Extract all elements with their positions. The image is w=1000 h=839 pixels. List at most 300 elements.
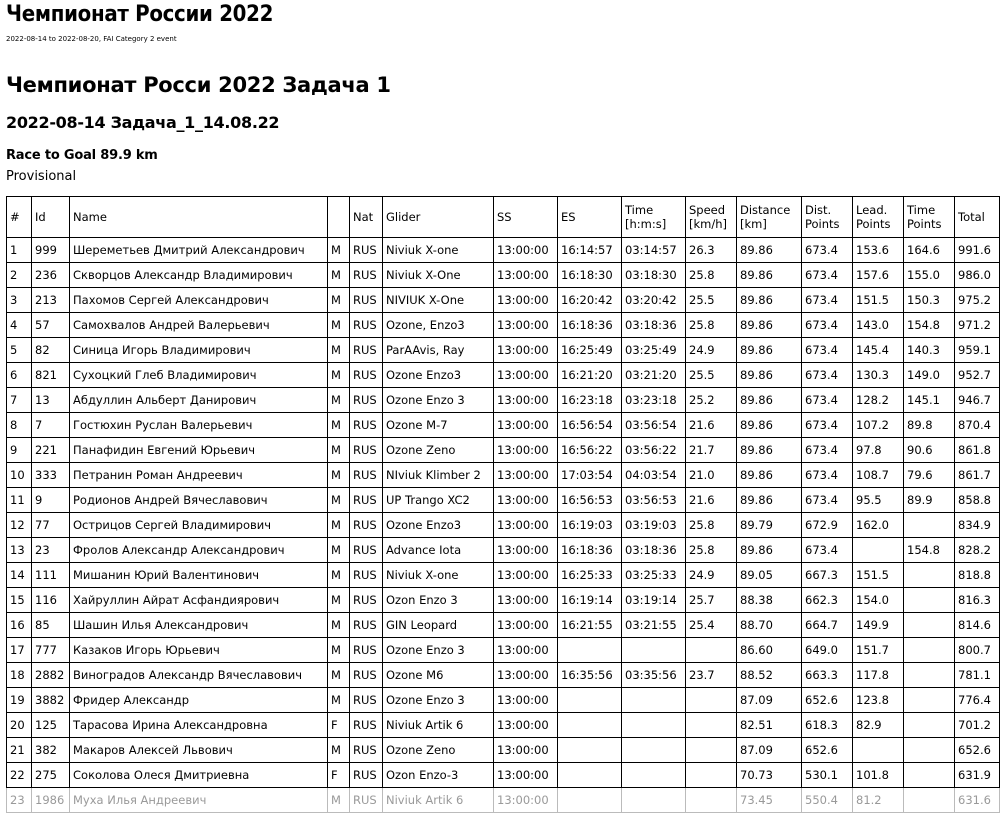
cell-end-time: 17:03:54 [558,463,622,488]
cell-sex: M [328,413,350,438]
cell-distance: 82.51 [737,713,802,738]
cell-total-points: 991.6 [955,238,1000,263]
cell-leading-points: 97.8 [853,438,904,463]
cell-leading-points: 108.7 [853,463,904,488]
cell-nationality: RUS [350,313,383,338]
cell-pilot-name: Острицов Сергей Владимирович [70,513,328,538]
cell-start-time: 13:00:00 [494,763,558,788]
cell-rank: 22 [7,763,32,788]
cell-rank: 1 [7,238,32,263]
cell-sex: M [328,438,350,463]
col-rank: # [7,197,32,238]
cell-start-time: 13:00:00 [494,538,558,563]
cell-speed: 26.3 [686,238,737,263]
cell-speed [686,763,737,788]
task-date-name: 2022-08-14 Задача_1_14.08.22 [6,113,280,132]
cell-sex: M [328,238,350,263]
table-row [7,363,1000,388]
col-name: Name [70,197,328,238]
cell-total-points: 652.6 [955,738,1000,763]
cell-pilot-name: Шашин Илья Александрович [70,613,328,638]
cell-total-points: 816.3 [955,588,1000,613]
cell-sex: M [328,638,350,663]
cell-end-time: 16:14:57 [558,238,622,263]
cell-sex: M [328,613,350,638]
cell-pilot-id: 116 [32,588,70,613]
cell-flight-time: 03:14:57 [622,238,686,263]
cell-pilot-name: Панафидин Евгений Юрьевич [70,438,328,463]
cell-sex: M [328,538,350,563]
cell-distance-points: 673.4 [802,313,853,338]
cell-speed: 24.9 [686,338,737,363]
cell-distance: 89.86 [737,263,802,288]
cell-speed: 21.6 [686,488,737,513]
col-time-line1: Time [625,203,654,217]
cell-distance: 89.86 [737,388,802,413]
cell-speed: 21.0 [686,463,737,488]
cell-pilot-id: 275 [32,763,70,788]
cell-sex: M [328,563,350,588]
cell-total-points: 861.7 [955,463,1000,488]
cell-rank: 5 [7,338,32,363]
cell-pilot-id: 77 [32,513,70,538]
cell-total-points: 858.8 [955,488,1000,513]
cell-flight-time [622,763,686,788]
cell-pilot-name: Фридер Александр [70,688,328,713]
cell-flight-time [622,788,686,813]
cell-nationality: RUS [350,788,383,813]
cell-total-points: 959.1 [955,338,1000,363]
cell-distance: 88.38 [737,588,802,613]
cell-total-points: 776.4 [955,688,1000,713]
cell-leading-points [853,738,904,763]
cell-distance-points: 673.4 [802,438,853,463]
cell-total-points: 701.2 [955,713,1000,738]
cell-flight-time: 03:20:42 [622,288,686,313]
cell-rank: 10 [7,463,32,488]
cell-pilot-id: 236 [32,263,70,288]
cell-leading-points: 81.2 [853,788,904,813]
cell-rank: 3 [7,288,32,313]
cell-start-time: 13:00:00 [494,588,558,613]
cell-end-time: 16:18:30 [558,263,622,288]
cell-glider: Ozone Enzo3 [383,363,494,388]
cell-speed [686,713,737,738]
cell-end-time [558,688,622,713]
table-row [7,563,1000,588]
cell-flight-time: 03:18:30 [622,263,686,288]
cell-distance: 89.05 [737,563,802,588]
cell-glider: NIviuk Klimber 2 [383,463,494,488]
table-row [7,388,1000,413]
cell-time-points [904,613,955,638]
table-row [7,238,1000,263]
cell-nationality: RUS [350,263,383,288]
cell-distance: 70.73 [737,763,802,788]
cell-sex: F [328,713,350,738]
cell-total-points: 631.9 [955,763,1000,788]
cell-time-points [904,738,955,763]
cell-distance: 89.86 [737,488,802,513]
cell-start-time: 13:00:00 [494,663,558,688]
cell-speed: 25.8 [686,538,737,563]
cell-time-points [904,588,955,613]
cell-speed: 21.7 [686,438,737,463]
col-time-points-line2: Points [907,217,942,231]
cell-pilot-name: Хайруллин Айрат Асфандиярович [70,588,328,613]
cell-pilot-id: 821 [32,363,70,388]
cell-pilot-id: 1986 [32,788,70,813]
cell-glider: NIVIUK X-One [383,288,494,313]
cell-speed: 21.6 [686,413,737,438]
cell-flight-time [622,688,686,713]
cell-start-time: 13:00:00 [494,263,558,288]
cell-time-points: 154.8 [904,538,955,563]
cell-end-time: 16:56:53 [558,488,622,513]
cell-pilot-name: Муха Илья Андреевич [70,788,328,813]
cell-leading-points: 107.2 [853,413,904,438]
cell-rank: 17 [7,638,32,663]
cell-glider: Niviuk Artik 6 [383,713,494,738]
cell-sex: M [328,338,350,363]
cell-pilot-id: 23 [32,538,70,563]
cell-nationality: RUS [350,713,383,738]
cell-start-time: 13:00:00 [494,488,558,513]
cell-flight-time: 03:56:22 [622,438,686,463]
cell-glider: Ozone, Enzo3 [383,313,494,338]
cell-total-points: 870.4 [955,413,1000,438]
cell-nationality: RUS [350,438,383,463]
cell-pilot-id: 9 [32,488,70,513]
cell-leading-points: 153.6 [853,238,904,263]
cell-distance: 88.70 [737,613,802,638]
results-table [6,196,1000,813]
cell-pilot-id: 7 [32,413,70,438]
task-type: Race to Goal 89.9 km [6,148,158,163]
cell-distance: 88.52 [737,663,802,688]
cell-nationality: RUS [350,363,383,388]
cell-rank: 9 [7,438,32,463]
cell-start-time: 13:00:00 [494,613,558,638]
cell-time-points: 145.1 [904,388,955,413]
cell-distance-points: 652.6 [802,688,853,713]
cell-leading-points: 151.5 [853,288,904,313]
cell-nationality: RUS [350,563,383,588]
table-row [7,663,1000,688]
cell-total-points: 986.0 [955,263,1000,288]
cell-pilot-name: Казаков Игорь Юрьевич [70,638,328,663]
cell-flight-time [622,638,686,663]
col-nat: Nat [350,197,383,238]
cell-distance: 86.60 [737,638,802,663]
cell-time-points [904,788,955,813]
cell-start-time: 13:00:00 [494,788,558,813]
cell-glider: ParAAvis, Ray [383,338,494,363]
cell-sex: M [328,288,350,313]
cell-start-time: 13:00:00 [494,738,558,763]
cell-leading-points: 154.0 [853,588,904,613]
cell-glider: Ozone M6 [383,663,494,688]
cell-end-time [558,763,622,788]
cell-pilot-name: Гостюхин Руслан Валерьевич [70,413,328,438]
cell-distance-points: 673.4 [802,238,853,263]
cell-rank: 15 [7,588,32,613]
table-row [7,463,1000,488]
cell-pilot-id: 999 [32,238,70,263]
cell-distance-points: 530.1 [802,763,853,788]
results-body [7,238,1000,813]
cell-rank: 19 [7,688,32,713]
cell-speed: 25.4 [686,613,737,638]
cell-sex: M [328,588,350,613]
cell-time-points [904,713,955,738]
cell-flight-time: 03:56:53 [622,488,686,513]
cell-pilot-name: Виноградов Александр Вячеславович [70,663,328,688]
cell-distance-points: 664.7 [802,613,853,638]
cell-glider: Niviuk Artik 6 [383,788,494,813]
cell-total-points: 828.2 [955,538,1000,563]
cell-time-points: 150.3 [904,288,955,313]
cell-sex: M [328,363,350,388]
cell-nationality: RUS [350,738,383,763]
cell-end-time: 16:25:49 [558,338,622,363]
cell-distance: 89.86 [737,438,802,463]
cell-distance-points: 550.4 [802,788,853,813]
cell-pilot-name: Абдуллин Альберт Данирович [70,388,328,413]
cell-leading-points: 101.8 [853,763,904,788]
cell-glider: Niviuk X-One [383,263,494,288]
cell-flight-time: 03:23:18 [622,388,686,413]
cell-start-time: 13:00:00 [494,388,558,413]
cell-total-points: 818.8 [955,563,1000,588]
cell-nationality: RUS [350,488,383,513]
cell-glider: Ozone M-7 [383,413,494,438]
col-time [622,197,686,238]
table-row [7,688,1000,713]
cell-distance-points: 667.3 [802,563,853,588]
cell-start-time: 13:00:00 [494,363,558,388]
cell-leading-points: 117.8 [853,663,904,688]
cell-distance-points: 673.4 [802,338,853,363]
cell-time-points: 89.8 [904,413,955,438]
cell-distance: 89.86 [737,313,802,338]
cell-end-time [558,788,622,813]
cell-sex: M [328,388,350,413]
table-row [7,713,1000,738]
cell-time-points: 149.0 [904,363,955,388]
cell-flight-time: 03:35:56 [622,663,686,688]
cell-total-points: 781.1 [955,663,1000,688]
cell-end-time [558,638,622,663]
cell-start-time: 13:00:00 [494,313,558,338]
cell-rank: 7 [7,388,32,413]
cell-rank: 6 [7,363,32,388]
cell-end-time: 16:21:20 [558,363,622,388]
cell-distance: 89.86 [737,338,802,363]
table-row [7,788,1000,813]
cell-rank: 16 [7,613,32,638]
cell-distance-points: 673.4 [802,388,853,413]
col-ss: SS [494,197,558,238]
cell-pilot-name: Мишанин Юрий Валентинович [70,563,328,588]
cell-glider: Ozone Enzo3 [383,513,494,538]
cell-end-time [558,713,622,738]
cell-distance-points: 663.3 [802,663,853,688]
cell-distance-points: 673.4 [802,538,853,563]
cell-nationality: RUS [350,638,383,663]
cell-pilot-name: Синица Игорь Владимирович [70,338,328,363]
cell-flight-time: 03:21:20 [622,363,686,388]
cell-rank: 23 [7,788,32,813]
cell-distance: 89.86 [737,288,802,313]
cell-speed: 24.9 [686,563,737,588]
cell-total-points: 952.7 [955,363,1000,388]
cell-distance-points: 649.0 [802,638,853,663]
cell-start-time: 13:00:00 [494,338,558,363]
cell-sex: M [328,313,350,338]
cell-leading-points: 130.3 [853,363,904,388]
cell-rank: 4 [7,313,32,338]
cell-leading-points: 162.0 [853,513,904,538]
cell-time-points: 155.0 [904,263,955,288]
cell-nationality: RUS [350,613,383,638]
header-row [7,197,1000,238]
cell-rank: 8 [7,413,32,438]
cell-end-time: 16:20:42 [558,288,622,313]
cell-time-points [904,663,955,688]
cell-glider: Ozon Enzo-3 [383,763,494,788]
cell-end-time: 16:56:22 [558,438,622,463]
col-lead-points-line1: Lead. [856,203,888,217]
cell-start-time: 13:00:00 [494,713,558,738]
cell-speed: 25.5 [686,288,737,313]
cell-leading-points: 143.0 [853,313,904,338]
cell-glider: Ozone Enzo 3 [383,638,494,663]
cell-distance: 73.45 [737,788,802,813]
cell-nationality: RUS [350,413,383,438]
col-dist-points [802,197,853,238]
cell-leading-points: 95.5 [853,488,904,513]
cell-time-points [904,763,955,788]
col-glider: Glider [383,197,494,238]
cell-glider: Ozone Zeno [383,738,494,763]
cell-total-points: 800.7 [955,638,1000,663]
cell-nationality: RUS [350,763,383,788]
cell-total-points: 971.2 [955,313,1000,338]
table-row [7,413,1000,438]
cell-sex: M [328,513,350,538]
cell-time-points: 154.8 [904,313,955,338]
cell-distance-points: 618.3 [802,713,853,738]
cell-distance-points: 673.4 [802,413,853,438]
cell-pilot-id: 85 [32,613,70,638]
cell-rank: 21 [7,738,32,763]
cell-end-time: 16:25:33 [558,563,622,588]
cell-distance-points: 652.6 [802,738,853,763]
cell-distance: 89.86 [737,363,802,388]
cell-end-time: 16:23:18 [558,388,622,413]
cell-speed [686,738,737,763]
cell-end-time: 16:19:03 [558,513,622,538]
col-es: ES [558,197,622,238]
cell-flight-time: 03:25:33 [622,563,686,588]
cell-distance: 87.09 [737,738,802,763]
cell-speed: 25.8 [686,513,737,538]
cell-time-points [904,513,955,538]
col-distance-line2: [km] [740,217,767,231]
cell-glider: Niviuk X-one [383,563,494,588]
cell-leading-points: 157.6 [853,263,904,288]
cell-end-time: 16:19:14 [558,588,622,613]
table-row [7,288,1000,313]
col-dist-points-line2: Points [805,217,840,231]
cell-nationality: RUS [350,388,383,413]
status-label: Provisional [6,169,77,184]
cell-time-points: 90.6 [904,438,955,463]
table-row [7,763,1000,788]
cell-flight-time: 03:21:55 [622,613,686,638]
cell-glider: Ozon Enzo 3 [383,588,494,613]
cell-total-points: 946.7 [955,388,1000,413]
cell-time-points [904,688,955,713]
table-row [7,588,1000,613]
cell-pilot-id: 2882 [32,663,70,688]
cell-start-time: 13:00:00 [494,238,558,263]
table-row [7,313,1000,338]
cell-rank: 12 [7,513,32,538]
page [0,2,991,813]
cell-glider: Ozone Enzo 3 [383,388,494,413]
competition-subtitle: 2022-08-14 to 2022-08-20, FAI Category 2 event [6,35,177,43]
cell-end-time: 16:18:36 [558,313,622,338]
cell-leading-points: 149.9 [853,613,904,638]
col-total: Total [955,197,1000,238]
cell-pilot-name: Макаров Алексей Львович [70,738,328,763]
cell-flight-time: 03:18:36 [622,538,686,563]
cell-rank: 14 [7,563,32,588]
cell-sex: M [328,738,350,763]
cell-pilot-name: Сухоцкий Глеб Владимирович [70,363,328,388]
cell-pilot-id: 125 [32,713,70,738]
cell-nationality: RUS [350,688,383,713]
cell-end-time: 16:21:55 [558,613,622,638]
cell-glider: Ozone Enzo 3 [383,688,494,713]
cell-sex: M [328,688,350,713]
cell-sex: F [328,763,350,788]
cell-nationality: RUS [350,588,383,613]
cell-sex: M [328,488,350,513]
cell-leading-points: 128.2 [853,388,904,413]
col-time-points-line1: Time [907,203,936,217]
task-title: Чемпионат Росси 2022 Задача 1 [6,73,391,97]
cell-start-time: 13:00:00 [494,413,558,438]
cell-flight-time: 03:56:54 [622,413,686,438]
col-sex [328,197,350,238]
cell-pilot-id: 13 [32,388,70,413]
cell-pilot-name: Соколова Олеся Дмитриевна [70,763,328,788]
cell-sex: M [328,463,350,488]
cell-end-time: 16:56:54 [558,413,622,438]
table-row [7,538,1000,563]
cell-glider: UP Trango XC2 [383,488,494,513]
cell-flight-time [622,738,686,763]
cell-time-points: 89.9 [904,488,955,513]
cell-distance-points: 673.4 [802,363,853,388]
cell-pilot-id: 333 [32,463,70,488]
col-dist-points-line1: Dist. [805,203,832,217]
cell-end-time: 16:18:36 [558,538,622,563]
cell-time-points: 164.6 [904,238,955,263]
